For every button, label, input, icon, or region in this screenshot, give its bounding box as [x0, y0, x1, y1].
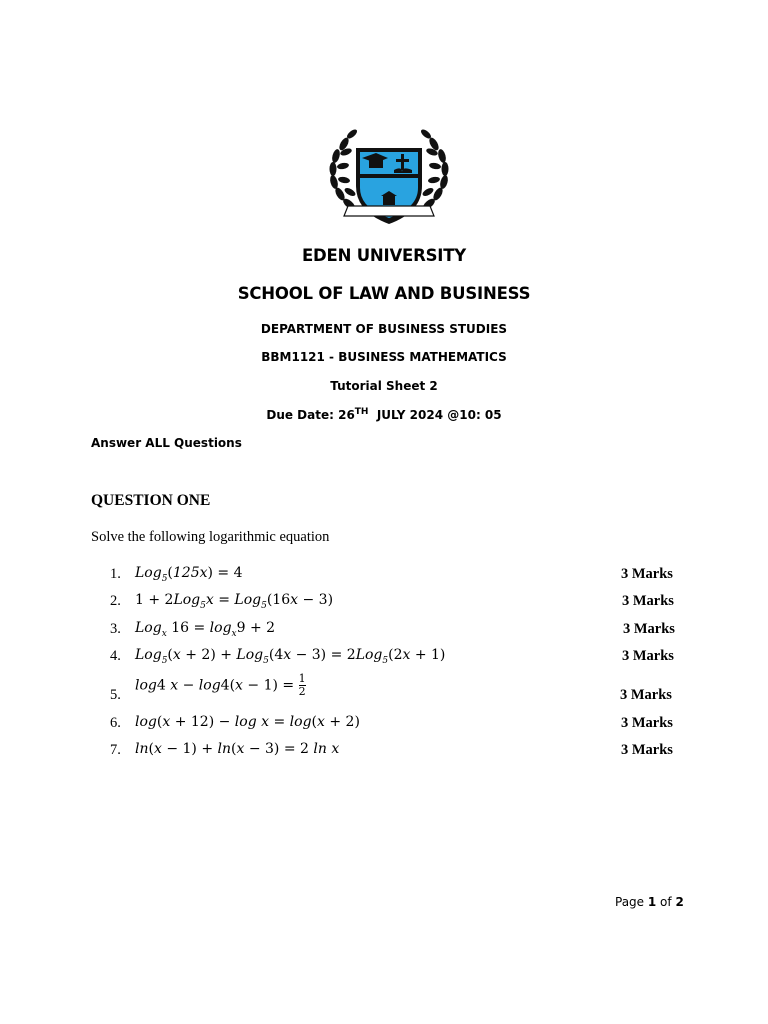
item-marks: 3 Marks — [622, 648, 674, 664]
equation-6: log(x + 12) − log x = log(x + 2) — [135, 714, 360, 730]
due-date — [0, 407, 768, 422]
item-number: 5. — [110, 687, 121, 703]
item-marks: 3 Marks — [620, 687, 672, 703]
due-date-prefix: Due Date: 26 — [266, 408, 355, 422]
equation-1: Log$_5$(125x) = 4 — [135, 565, 243, 584]
page-total: 2 — [675, 895, 684, 909]
page-of: of — [656, 895, 676, 909]
equation-2: 1 + 2Log$_5$x = Log$_5$(16x − 3) — [135, 592, 334, 611]
page-number — [615, 895, 684, 909]
equation-5: log4 x − log4(x − 1) = $\frac{1}{2}$ — [135, 672, 306, 698]
item-marks: 3 Marks — [622, 593, 674, 609]
school-name: SCHOOL OF LAW AND BUSINESS — [237, 284, 531, 303]
university-crest-icon — [322, 112, 456, 236]
due-date-suffix: JULY 2024 @10: 05 — [368, 408, 502, 422]
question-intro: Solve the following logarithmic equation — [91, 529, 330, 545]
equation-7: ln(x − 1) + ln(x − 3) = 2 ln x — [135, 741, 340, 757]
sheet-title: Tutorial Sheet 2 — [330, 379, 438, 393]
university-name: EDEN UNIVERSITY — [301, 246, 467, 265]
item-marks: 3 Marks — [621, 566, 673, 582]
question-title: QUESTION ONE — [91, 492, 211, 509]
item-number: 4. — [110, 648, 121, 664]
equation-3: Log$_x$ $16 = \log_x9 + 2$ — [135, 620, 276, 639]
item-number: 7. — [110, 742, 121, 758]
department-name: DEPARTMENT OF BUSINESS STUDIES — [260, 322, 508, 336]
item-marks: 3 Marks — [621, 715, 673, 731]
equation-4: Log$_5$(x + 2) + Log$_5$(4x − 3) = 2Log$_5$(2x + 1) — [135, 647, 446, 666]
item-number: 2. — [110, 593, 121, 609]
page-label: Page — [615, 895, 648, 909]
page-current: 1 — [647, 895, 657, 909]
item-number: 3. — [110, 621, 121, 637]
item-marks: 3 Marks — [623, 621, 675, 637]
instructions: Answer ALL Questions — [91, 436, 242, 450]
item-number: 1. — [110, 566, 121, 582]
university-logo — [322, 112, 456, 236]
due-date-sup: TH — [354, 407, 369, 417]
item-marks: 3 Marks — [621, 742, 673, 758]
item-number: 6. — [110, 715, 121, 731]
course-title: BBM1121 - BUSINESS MATHEMATICS — [261, 350, 507, 364]
